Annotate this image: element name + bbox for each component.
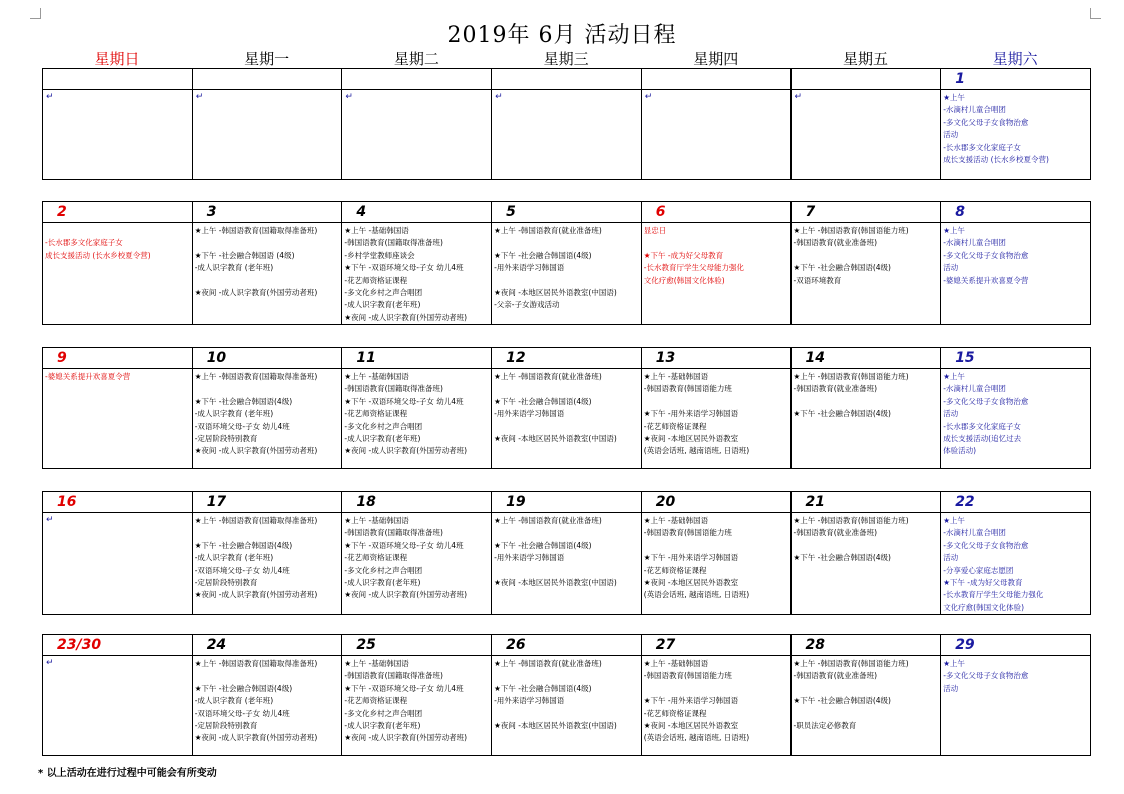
return-mark: ↵ xyxy=(495,92,503,102)
schedule-entry: -成人识字教育(老年班) xyxy=(344,434,421,443)
schedule-entry: 活动 xyxy=(943,263,959,273)
day-number-cell xyxy=(641,68,792,90)
schedule-entry: -用外来语学习韩国语 xyxy=(494,696,565,706)
schedule-entry: -长水教育厅学生父母能力强化 xyxy=(643,263,745,273)
schedule-entry: -多文化父母子女食物治愈 xyxy=(943,396,1029,406)
schedule-entry: ★夜间 -成人识字教育(外国劳动者班) xyxy=(194,733,318,743)
return-mark: ↵ xyxy=(46,515,54,525)
day-number: 23/30 xyxy=(57,637,102,653)
day-number: 14 xyxy=(805,350,825,366)
day-number: 26 xyxy=(506,637,526,653)
day-cell-body xyxy=(192,513,343,615)
schedule-entry: -双语环境父母-子女 幼儿4班 xyxy=(194,421,290,431)
schedule-entry: -分享爱心家庭志愿团 xyxy=(943,565,1014,575)
schedule-entry: -成人识字教育 (老年班) xyxy=(194,696,274,706)
schedule-entry: ★下午 -成为好父母教育 xyxy=(643,250,724,260)
day-number-cell xyxy=(491,201,642,223)
schedule-entry: 成长支援活动 (长水乡校夏令营) xyxy=(943,155,1049,164)
schedule-entry: -长水郡多文化家庭子女 xyxy=(45,238,123,248)
schedule-entry: ★夜间 -本地区居民外语教室 xyxy=(643,434,739,443)
day-number-cell xyxy=(940,68,1091,90)
schedule-entry: ★夜间 -成人识字教育(外国劳动者班) xyxy=(344,590,468,600)
schedule-entry: -多文化父母子女食物治愈 xyxy=(943,117,1029,127)
schedule-entry: ★下午 -社会融合韩国语(4级) xyxy=(494,250,592,260)
schedule-entry: ★下午 -社会融合韩国语(4级) xyxy=(494,683,592,693)
schedule-entry: ★下午 -社会融合韩国语(4级) xyxy=(194,683,293,693)
schedule-entry: ★上午 xyxy=(943,659,965,668)
weekday-header-6: 星期六 xyxy=(992,50,1038,68)
day-cell-body xyxy=(341,223,492,325)
day-number-cell xyxy=(641,201,792,223)
day-number: 7 xyxy=(805,204,816,220)
schedule-entry: ★上午 -基础韩国语 xyxy=(643,659,709,668)
day-cell-body xyxy=(791,656,942,756)
schedule-entry: ★上午 -韩国语教育(就业准备班) xyxy=(494,516,602,525)
schedule-entry: ★下午 -用外来语学习韩国语 xyxy=(643,553,739,563)
day-number: 25 xyxy=(356,637,376,653)
schedule-entry: ★下午 -双语环境父母-子女 幼儿4班 xyxy=(344,540,464,550)
weekday-header-1: 星期一 xyxy=(244,50,290,68)
schedule-entry: -用外来语学习韩国语 xyxy=(494,263,565,273)
day-number: 19 xyxy=(506,494,526,510)
day-cell-body xyxy=(641,90,792,180)
schedule-entry: -韩国语教育(就业准备班) xyxy=(793,671,878,681)
schedule-entry: -韩国语教育(国籍取得准备班) xyxy=(344,671,443,681)
schedule-entry: -用外来语学习韩国语 xyxy=(494,553,565,563)
schedule-entry: ★上午 -基础韩国语 xyxy=(643,516,709,525)
schedule-entry: ★夜间 -成人识字教育(外国劳动者班) xyxy=(344,446,468,456)
schedule-entry: -成人识字教育 (老年班) xyxy=(194,553,274,563)
schedule-entry: -花艺师资格证课程 xyxy=(344,275,408,285)
day-number: 15 xyxy=(955,350,975,366)
schedule-entry: -婆媳关系提升欢喜夏令营 xyxy=(45,372,131,381)
schedule-entry: -花艺师资格证课程 xyxy=(643,421,707,431)
schedule-entry: -长水郡多文化家庭子女 xyxy=(943,142,1021,152)
schedule-entry: -花艺师资格证课程 xyxy=(344,409,408,419)
schedule-entry: ★夜间 -成人识字教育(外国劳动者班) xyxy=(344,733,468,743)
day-number: 12 xyxy=(506,350,526,366)
schedule-entry: -韩国语教育(韩国语能力班 xyxy=(643,528,732,538)
schedule-entry: -定居阶段特别教育 xyxy=(194,578,258,587)
day-cell-body xyxy=(940,369,1091,469)
day-cell-body xyxy=(940,656,1091,756)
day-number-cell xyxy=(491,634,642,656)
schedule-entry: ★上午 -韩国语教育(就业准备班) xyxy=(494,226,602,235)
schedule-entry: -水滴村儿童合唱团 xyxy=(943,105,1006,115)
schedule-entry: ★上午 -基础韩国语 xyxy=(643,372,709,381)
schedule-entry: ★下午 -双语环境父母-子女 幼儿4班 xyxy=(344,683,464,693)
day-number: 22 xyxy=(955,494,975,510)
schedule-entry: -花艺师资格证课程 xyxy=(344,553,408,563)
schedule-entry: ★下午 -双语环境父母-子女 幼儿4班 xyxy=(344,396,464,406)
day-number: 8 xyxy=(955,204,965,220)
day-cell-body xyxy=(491,656,642,756)
schedule-entry: ★下午 -社会融合韩国语(4级) xyxy=(793,409,891,419)
day-cell-body xyxy=(940,223,1091,325)
schedule-entry: 活动 xyxy=(943,409,959,419)
day-number: 11 xyxy=(356,350,376,366)
weekday-header-5: 星期五 xyxy=(842,50,888,68)
day-cell-body xyxy=(192,223,343,325)
schedule-entry: ★下午 -社会融合韩国语(4级) xyxy=(793,696,891,706)
day-number-cell xyxy=(42,201,193,223)
day-cell-body xyxy=(791,369,942,469)
day-number-cell xyxy=(341,201,492,223)
schedule-entry: 文化疗愈(韩国文化体验) xyxy=(643,275,725,285)
day-cell-body xyxy=(641,656,792,756)
schedule-entry: ★上午 -韩国语教育(韩国语能力班) xyxy=(793,226,909,235)
day-number-cell xyxy=(341,634,492,656)
day-number: 18 xyxy=(356,494,376,510)
weekday-header-3: 星期三 xyxy=(543,50,589,68)
return-mark: ↵ xyxy=(345,92,353,102)
day-number: 24 xyxy=(206,637,227,653)
schedule-entry: 成长支援活动(追忆过去 xyxy=(943,434,1022,443)
schedule-entry: ★下午 -社会融合韩国语(4级) xyxy=(793,553,891,563)
schedule-entry: ★夜间 -本地区居民外语教室(中国语) xyxy=(494,578,617,587)
day-cell-body xyxy=(491,223,642,325)
schedule-entry: -水滴村儿童合唱团 xyxy=(943,528,1006,538)
schedule-entry: -韩国语教育(国籍取得准备班) xyxy=(344,384,443,394)
day-number: 16 xyxy=(57,494,77,510)
schedule-entry: -多文化乡村之声合唱团 xyxy=(344,288,423,297)
day-cell-body xyxy=(42,90,193,180)
schedule-entry: ★夜间 -本地区居民外语教室 xyxy=(643,578,739,587)
day-number-cell xyxy=(940,347,1091,369)
day-number: 1 xyxy=(955,71,965,87)
schedule-entry: 文化疗愈(韩国文化体验) xyxy=(943,602,1025,612)
weekday-header-2: 星期二 xyxy=(393,50,439,68)
day-number: 17 xyxy=(206,494,227,510)
day-number-cell xyxy=(491,491,642,513)
return-mark: ↵ xyxy=(46,658,54,668)
day-number-cell xyxy=(791,491,942,513)
schedule-entry: ★上午 -韩国语教育(韩国语能力班) xyxy=(793,659,909,668)
day-number-cell xyxy=(940,491,1091,513)
day-number-cell xyxy=(491,347,642,369)
day-cell-body xyxy=(42,513,193,615)
day-number: 2 xyxy=(57,204,67,220)
schedule-entry: ★下午 -社会融合韩国语(4级) xyxy=(194,540,293,550)
day-number-cell xyxy=(940,201,1091,223)
schedule-entry: ★下午 -社会融合韩国语(4级) xyxy=(494,396,592,406)
day-number-cell xyxy=(341,491,492,513)
schedule-entry: -韩国语教育(就业准备班) xyxy=(793,384,878,394)
day-number: 20 xyxy=(655,494,676,510)
schedule-entry: -定居阶段特别教育 xyxy=(194,434,258,443)
schedule-entry: ★上午 -韩国语教育(韩国语能力班) xyxy=(793,372,909,381)
schedule-entry: ★上午 -韩国语教育(国籍取得准备班) xyxy=(194,516,318,525)
day-number-cell xyxy=(192,68,343,90)
schedule-entry: -婆媳关系提升欢喜夏令营 xyxy=(943,275,1029,285)
return-mark: ↵ xyxy=(195,92,204,102)
schedule-entry: ★上午 -韩国语教育(国籍取得准备班) xyxy=(194,226,318,235)
day-number-cell xyxy=(791,201,942,223)
day-cell-body xyxy=(641,369,792,469)
day-cell-body xyxy=(641,513,792,615)
day-cell-body xyxy=(341,513,492,615)
schedule-entry: -韩国语教育(就业准备班) xyxy=(793,528,878,538)
schedule-entry: ★上午 -基础韩国语 xyxy=(344,226,409,235)
footnote: * 以上活动在进行过程中可能会有所变动 xyxy=(38,768,217,779)
day-number-cell xyxy=(791,634,942,656)
schedule-entry: ★夜间 -成人识字教育(外国劳动者班) xyxy=(194,288,318,297)
schedule-entry: ★夜间 -成人识字教育(外国劳动者班) xyxy=(194,590,318,600)
day-number-cell xyxy=(641,347,792,369)
day-cell-body xyxy=(341,369,492,469)
schedule-entry: ★下午 -社会融合韩国语(4级) xyxy=(793,263,891,273)
schedule-entry: -职员法定必修教育 xyxy=(793,721,857,730)
schedule-entry: ★上午 xyxy=(943,226,965,235)
schedule-entry: ★夜间 -本地区居民外语教室 xyxy=(643,721,739,730)
schedule-entry: 活动 xyxy=(943,553,959,563)
weekday-header-4: 星期四 xyxy=(693,50,739,68)
weekday-header-0: 星期日 xyxy=(94,50,140,68)
day-cell-body xyxy=(42,656,193,756)
schedule-entry: ★上午 -韩国语教育(就业准备班) xyxy=(494,659,602,668)
day-cell-body xyxy=(491,513,642,615)
schedule-entry: -长水郡多文化家庭子女 xyxy=(943,421,1021,431)
schedule-entry: ★下午 -成为好父母教育 xyxy=(943,578,1023,587)
return-mark: ↵ xyxy=(46,92,54,102)
schedule-entry: -成人识字教育(老年班) xyxy=(344,300,421,310)
day-number-cell xyxy=(940,634,1091,656)
schedule-entry: (英语会话班, 越南语班, 日语班) xyxy=(643,446,750,456)
schedule-entry: -成人识字教育 (老年班) xyxy=(194,409,274,419)
day-cell-body xyxy=(341,656,492,756)
day-number: 10 xyxy=(206,350,227,366)
day-number: 3 xyxy=(206,204,217,220)
schedule-entry: ★上午 -基础韩国语 xyxy=(344,516,409,525)
schedule-entry: -用外来语学习韩国语 xyxy=(494,409,565,419)
schedule-entry: ★下午 -用外来语学习韩国语 xyxy=(643,409,739,419)
schedule-entry: -韩国语教育(国籍取得准备班) xyxy=(344,528,443,538)
schedule-entry: -多文化父母子女食物治愈 xyxy=(943,250,1029,260)
schedule-entry: -韩国语教育(韩国语能力班 xyxy=(643,384,732,394)
return-mark: ↵ xyxy=(644,92,653,102)
day-number-cell xyxy=(791,347,942,369)
day-number-cell xyxy=(192,201,343,223)
day-cell-body xyxy=(341,90,492,180)
return-mark: ↵ xyxy=(794,92,803,102)
schedule-entry: -成人识字教育(老年班) xyxy=(344,721,421,730)
day-cell-body xyxy=(641,223,792,325)
schedule-entry: -多文化父母子女食物治愈 xyxy=(943,540,1029,550)
day-cell-body xyxy=(491,369,642,469)
day-number-cell xyxy=(192,634,343,656)
schedule-entry: ★上午 -韩国语教育(就业准备班) xyxy=(494,372,602,381)
schedule-entry: ★上午 -韩国语教育(韩国语能力班) xyxy=(793,516,909,525)
schedule-entry: -水滴村儿童合唱团 xyxy=(943,384,1006,394)
schedule-entry: 成长支援活动 (长水乡校夏令营) xyxy=(45,250,151,260)
day-number-cell xyxy=(791,68,942,90)
page-title: 2019年 6月 活动日程 xyxy=(447,23,677,48)
schedule-entry: ★夜间 -成人识字教育(外国劳动者班) xyxy=(194,446,318,456)
schedule-entry: -成人识字教育(老年班) xyxy=(344,578,421,587)
schedule-entry: ★上午 -基础韩国语 xyxy=(344,659,409,668)
day-cell-body xyxy=(192,656,343,756)
schedule-entry: -双语环境教育 xyxy=(793,275,842,285)
schedule-entry: -定居阶段特别教育 xyxy=(194,721,258,730)
schedule-entry: -韩国语教育(就业准备班) xyxy=(793,238,878,248)
day-number: 28 xyxy=(805,637,825,653)
day-cell-body xyxy=(192,369,343,469)
day-number: 21 xyxy=(805,494,825,510)
day-number-cell xyxy=(42,634,193,656)
day-number: 27 xyxy=(655,637,676,653)
day-number-cell xyxy=(42,347,193,369)
schedule-entry: -多文化乡村之声合唱团 xyxy=(344,421,423,431)
schedule-entry: ★下午 -社会融合韩国语(4级) xyxy=(194,396,293,406)
schedule-entry: -韩国语教育(韩国语能力班 xyxy=(643,671,732,681)
day-cell-body xyxy=(791,223,942,325)
schedule-entry: ★下午 -社会融合韩国语 (4级) xyxy=(194,250,295,260)
schedule-entry: -长水教育厅学生父母能力强化 xyxy=(943,590,1044,600)
day-number-cell xyxy=(42,491,193,513)
schedule-entry: ★夜间 -本地区居民外语教室(中国语) xyxy=(494,288,617,297)
weekday-header-row xyxy=(42,48,1090,68)
schedule-entry: -韩国语教育(国籍取得准备班) xyxy=(344,238,443,248)
schedule-entry: ★下午 -双语环境父母-子女 幼儿4班 xyxy=(344,263,464,273)
schedule-entry: -多文化父母子女食物治愈 xyxy=(943,671,1029,681)
schedule-entry: ★夜间 -本地区居民外语教室(中国语) xyxy=(494,434,617,443)
schedule-entry: (英语会话班, 越南语班, 日语班) xyxy=(643,590,750,600)
day-number-cell xyxy=(641,634,792,656)
schedule-entry: (英语会话班, 越南语班, 日语班) xyxy=(643,733,750,743)
schedule-entry: ★下午 -社会融合韩国语(4级) xyxy=(494,540,592,550)
schedule-entry: -成人识字教育 (老年班) xyxy=(194,263,274,273)
schedule-entry: ★上午 xyxy=(943,372,965,381)
schedule-entry: -多文化乡村之声合唱团 xyxy=(344,565,423,575)
schedule-entry: -双语环境父母-子女 幼儿4班 xyxy=(194,708,290,718)
day-number-cell xyxy=(641,491,792,513)
schedule-entry: -水滴村儿童合唱团 xyxy=(943,238,1006,248)
schedule-entry: 活动 xyxy=(943,683,959,693)
day-cell-body xyxy=(42,223,193,325)
day-number: 9 xyxy=(57,350,67,366)
day-cell-body xyxy=(791,90,942,180)
schedule-entry: ★上午 xyxy=(943,516,965,525)
day-cell-body xyxy=(491,90,642,180)
schedule-entry: -乡村学堂教师座谈会 xyxy=(344,250,415,260)
day-number: 29 xyxy=(955,637,975,653)
day-number-cell xyxy=(192,347,343,369)
schedule-entry: -花艺师资格证课程 xyxy=(643,565,707,575)
schedule-entry: -花艺师资格证课程 xyxy=(643,708,707,718)
day-cell-body xyxy=(940,513,1091,615)
day-number-cell xyxy=(341,68,492,90)
day-number-cell xyxy=(491,68,642,90)
schedule-entry: -父亲-子女游戏活动 xyxy=(494,300,560,310)
day-cell-body xyxy=(940,90,1091,180)
day-number: 13 xyxy=(655,350,676,366)
schedule-entry: ★夜间 -成人识字教育(外国劳动者班) xyxy=(344,312,468,322)
schedule-entry: 显忠日 xyxy=(643,226,667,235)
day-number: 4 xyxy=(356,204,367,220)
day-number-cell xyxy=(192,491,343,513)
day-cell-body xyxy=(42,369,193,469)
schedule-entry: ★上午 -韩国语教育(国籍取得准备班) xyxy=(194,372,318,381)
schedule-entry: 体验活动) xyxy=(943,446,977,456)
day-number: 5 xyxy=(506,204,516,220)
day-cell-body xyxy=(791,513,942,615)
day-number: 6 xyxy=(655,204,666,220)
schedule-entry: ★夜间 -本地区居民外语教室(中国语) xyxy=(494,721,617,730)
schedule-entry: ★上午 -基础韩国语 xyxy=(344,372,409,381)
day-number-cell xyxy=(341,347,492,369)
schedule-entry: ★下午 -用外来语学习韩国语 xyxy=(643,696,739,706)
schedule-entry: -多文化乡村之声合唱团 xyxy=(344,708,423,718)
schedule-entry: -双语环境父母-子女 幼儿4班 xyxy=(194,565,290,575)
schedule-entry: -花艺师资格证课程 xyxy=(344,696,408,706)
schedule-entry: ★上午 xyxy=(943,93,965,102)
day-cell-body xyxy=(192,90,343,180)
schedule-entry: ★上午 -韩国语教育(国籍取得准备班) xyxy=(194,659,318,668)
schedule-entry: 活动 xyxy=(943,130,959,140)
day-number-cell xyxy=(42,68,193,90)
